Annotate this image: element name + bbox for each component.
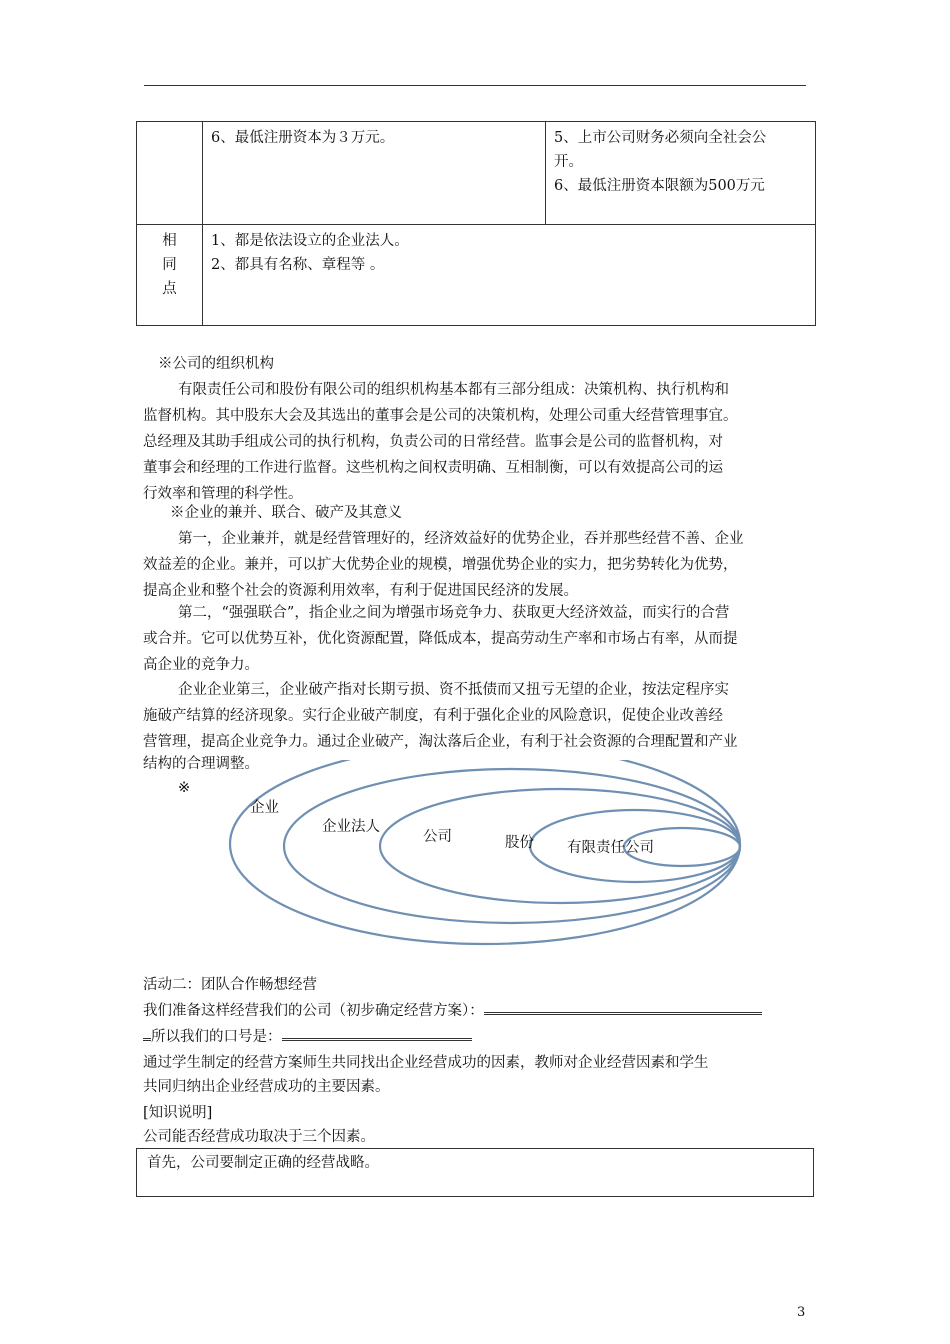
label-limited-liability: 有限责任公司 (567, 840, 654, 856)
activity-title: 活动二：团队合作畅想经营 (143, 977, 317, 993)
paragraph-line: 董事会和经理的工作进行监督。这些机构之间权责明确、互相制衡，可以有效提高公司的运 (143, 460, 723, 476)
paragraph-line: 或合并。它可以优势互补，优化资源配置，降低成本，提高劳动生产率和市场占有率，从而提 (143, 631, 738, 647)
cell-line: 2、都具有名称、章程等 。 (211, 257, 385, 273)
plan-blank-tail[interactable] (143, 1038, 151, 1041)
ellipse-company (380, 789, 740, 903)
paragraph-line: 第二，“强强联合”，指企业之间为增强市场竞争力、获取更大经济效益，而实行的合营 (178, 605, 730, 621)
paragraph-line: 施破产结算的经济现象。实行企业破产制度，有利于强化企业的风险意识，促使企业改善经 (143, 708, 723, 724)
section-heading: ※企业的兼并、联合、破产及其意义 (170, 505, 402, 521)
plan-line (143, 998, 762, 1024)
paragraph-line: 总经理及其助手组成公司的执行机构，负责公司的日常经营。监事会是公司的监督机构，对 (143, 434, 723, 450)
page-number: 3 (797, 1305, 806, 1320)
table-cell: 6、最低注册资本为３万元。 (203, 122, 546, 225)
note-text: 公司能否经营成功取决于三个因素。 (143, 1129, 375, 1145)
cell-line: 6、最低注册资本限额为500万元 (554, 178, 765, 194)
paragraph-line: 第一，企业兼并，就是经营管理好的，经济效益好的优势企业，吞并那些经营不善、企业 (178, 531, 744, 547)
paragraph-line: 高企业的竞争力。 (143, 657, 259, 673)
cell-line: 开。 (554, 154, 583, 170)
paragraph-line: 营管理，提高企业竞争力。通过企业破产，淘汰落后企业，有利于社会资源的合理配置和产业 (143, 734, 738, 750)
label-joint-stock: 股份 (505, 835, 534, 851)
comparison-table (136, 121, 816, 326)
similarities-label: 相 同 点 (137, 225, 203, 326)
label-enterprise: 企业 (250, 800, 279, 816)
label-legal-person: 企业法人 (322, 819, 380, 835)
table-row (137, 225, 816, 326)
cell-line: 1、都是依法设立的企业法人。 (211, 233, 409, 249)
paragraph-line: 企业企业第三，企业破产指对长期亏损、资不抵债而又扭亏无望的企业，按法定程序实 (178, 682, 729, 698)
table-cell-empty (137, 122, 203, 225)
paragraph-line: 有限责任公司和股份有限公司的组织机构基本都有三部分组成：决策机构、执行机构和 (178, 382, 729, 398)
paragraph-line: 结构的合理调整。 (143, 756, 259, 772)
note-label: [知识说明] (143, 1105, 213, 1121)
strategy-box (136, 1148, 814, 1197)
box-text: 首先，公司要制定正确的经营战略。 (147, 1155, 379, 1171)
paragraph-line: 共同归纳出企业经营成功的主要因素。 (143, 1079, 390, 1095)
paragraph-line: 行效率和管理的科学性。 (143, 486, 303, 502)
header-rule (144, 85, 806, 86)
table-row (137, 122, 816, 225)
paragraph-line: 效益差的企业。兼并，可以扩大优势企业的规模，增强优势企业的实力，把劣势转化为优势， (143, 557, 738, 573)
paragraph-line: 监督机构。其中股东大会及其选出的董事会是公司的决策机构，处理公司重大经营管理事宜。 (143, 408, 738, 424)
table-cell (203, 225, 816, 326)
paragraph-line: 提高企业和整个社会的资源利用效率，有利于促进国民经济的发展。 (143, 583, 578, 599)
slogan-line (143, 1024, 472, 1050)
section-heading: ※公司的组织机构 (158, 356, 274, 372)
plan-blank[interactable] (484, 1012, 762, 1015)
cell-line: 5、上市公司财务必须向全社会公 (554, 130, 767, 146)
plan-prompt: 我们准备这样经营我们的公司（初步确定经营方案）： (143, 1003, 484, 1019)
label-company: 公司 (423, 829, 452, 845)
diagram-mark: ※ (178, 780, 191, 796)
nested-ellipse-diagram (140, 760, 760, 970)
paragraph-line: 通过学生制定的经营方案师生共同找出企业经营成功的因素，教师对企业经营因素和学生 (143, 1055, 709, 1071)
slogan-prompt: 所以我们的口号是： (151, 1029, 282, 1045)
table-cell (546, 122, 816, 225)
slogan-blank[interactable] (282, 1038, 472, 1041)
